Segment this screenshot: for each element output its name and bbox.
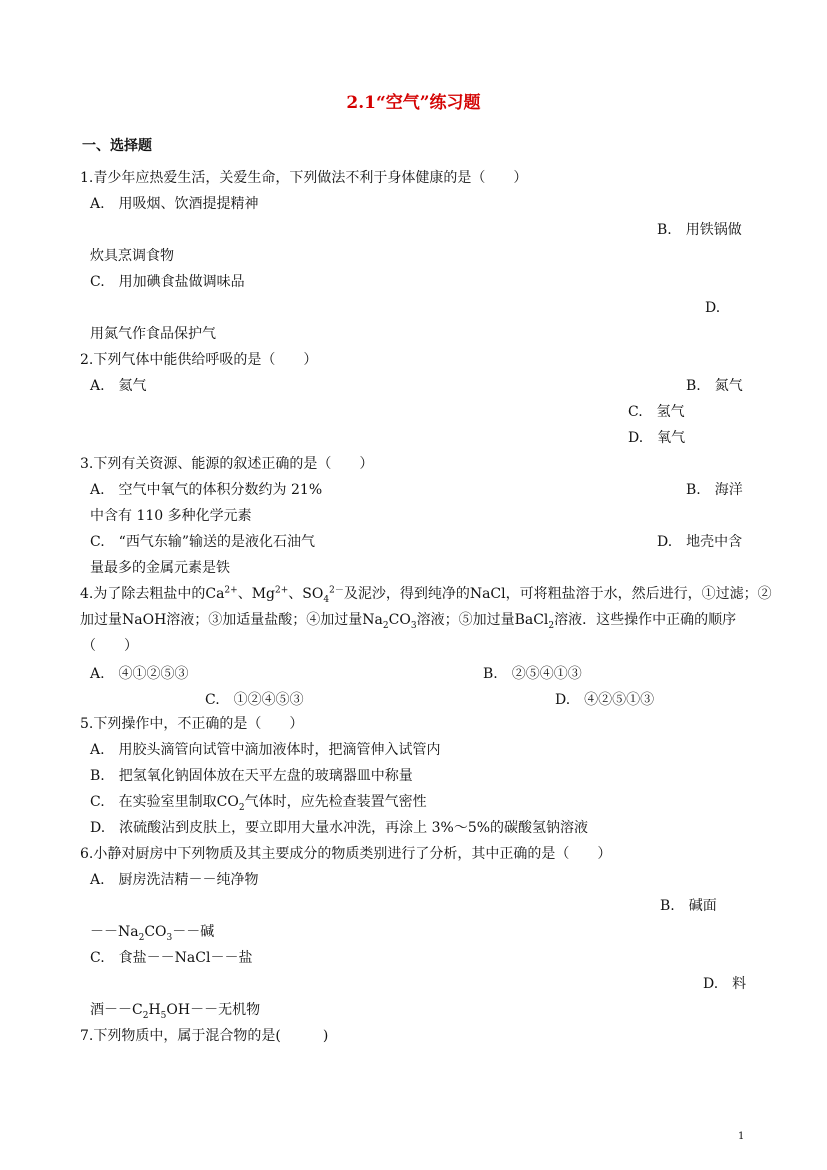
formula-subscript: 2 (238, 802, 245, 813)
q4-text: 及泥沙，得到纯净的 (343, 586, 470, 602)
question-4-stem-line-3: （ ） (82, 638, 138, 654)
ion-mg-charge: 2+ (275, 585, 289, 596)
formula-subscript: 2 (548, 620, 555, 631)
question-4-option-a: A. ④①②⑤③ (90, 666, 189, 682)
formula-co2: CO (216, 794, 239, 810)
question-3-option-d-cont: 量最多的金属元素是铁 (90, 560, 230, 576)
section-heading: 一、选择题 (82, 138, 152, 154)
question-6-option-a: A. 厨房洗洁精－－纯净物 (90, 872, 259, 888)
page-title: 2.1“空气”练习题 (346, 93, 481, 113)
question-2-option-a: A. 氦气 (90, 378, 147, 394)
page-number: 1 (738, 1131, 745, 1142)
question-1-option-d-cont: 用氮气作食品保护气 (90, 326, 216, 342)
question-6-option-d-cont (90, 1001, 260, 1019)
formula-subscript: 2 (382, 620, 389, 631)
formula-subscript: 2 (138, 932, 145, 943)
question-6-stem: 6.小静对厨房中下列物质及其主要成分的物质类别进行了分析，其中正确的是（ ） (80, 846, 612, 862)
question-6-option-b-cont (90, 923, 214, 941)
q6b-text: －－碱 (172, 924, 215, 940)
question-3-option-c: C. “西气东输”输送的是液化石油气 (90, 534, 315, 550)
q5c-text: C. 在实验室里制取 (90, 794, 217, 810)
question-5-option-b: B. 把氢氧化钠固体放在天平左盘的玻璃器皿中称量 (90, 768, 413, 784)
question-5-option-c (90, 793, 427, 811)
question-1-option-d: D. (705, 300, 721, 316)
ion-mg: Mg (251, 586, 275, 602)
question-6-option-d: D. 料 (703, 976, 747, 992)
question-7-stem: 7.下列物质中，属于混合物的是( ) (80, 1028, 329, 1044)
formula-subscript: 5 (160, 1010, 167, 1021)
question-1-stem: 1.青少年应热爱生活，关爱生命，下列做法不利于身体健康的是（ ） (80, 170, 528, 186)
question-1-option-a: A. 用吸烟、饮酒提提精神 (90, 196, 259, 212)
formula-subscript: 3 (166, 932, 173, 943)
question-4-option-c: C. ①②④⑤③ (205, 692, 304, 708)
question-4-option-b: B. ②⑤④①③ (483, 666, 582, 682)
formula-subscript: 2 (142, 1010, 149, 1021)
q6b-text: CO (144, 924, 167, 940)
question-4-option-d: D. ④②⑤①③ (555, 692, 655, 708)
q4-text: 溶液；⑤加过量 (416, 612, 515, 628)
formula-subscript: 3 (410, 620, 417, 631)
question-1-option-b-cont: 炊具烹调食物 (90, 248, 174, 264)
q4-sep: 、 (237, 586, 252, 602)
question-1-option-c: C. 用加碘食盐做调味品 (90, 274, 245, 290)
question-2-stem: 2.下列气体中能供给呼吸的是（ ） (80, 352, 318, 368)
question-4-stem-line-2 (80, 611, 736, 629)
q4-text: 溶液．这些操作中正确的顺序 (554, 612, 737, 628)
question-6-option-c: C. 食盐－－NaCl－－盐 (90, 950, 253, 966)
q4-text: ，可将粗盐溶于水，然后进行，①过滤；② (505, 586, 772, 602)
question-3-stem: 3.下列有关资源、能源的叙述正确的是（ ） (80, 456, 374, 472)
question-3-option-d: D. 地壳中含 (657, 534, 743, 550)
q4-sep: 、 (288, 586, 303, 602)
ion-ca-charge: 2+ (224, 585, 238, 596)
question-3-option-a: A. 空气中氧气的体积分数约为 21% (90, 482, 323, 498)
ion-so4-subscript: 4 (323, 594, 330, 605)
q4-text: 溶液；③加适量盐酸；④加过量 (166, 612, 363, 628)
question-2-option-b: B. 氮气 (686, 378, 743, 394)
formula-bacl2: BaCl (514, 612, 549, 628)
question-1-option-b: B. 用铁锅做 (657, 222, 742, 238)
question-5-stem: 5.下列操作中，不正确的是（ ） (80, 716, 304, 732)
q6d-text: 酒－－C (90, 1002, 143, 1018)
q6b-text: －－Na (90, 924, 139, 940)
q6d-text: H (148, 1002, 161, 1018)
q4-text: 4.为了除去粗盐中的 (80, 586, 206, 602)
question-2-option-d: D. 氧气 (628, 430, 686, 446)
question-5-option-d: D. 浓硫酸沾到皮肤上，要立即用大量水冲洗，再涂上 3%～5%的碳酸氢钠溶液 (90, 820, 589, 836)
ion-ca: Ca (205, 586, 225, 602)
formula-naoh: NaOH (122, 612, 167, 628)
question-2-option-c: C. 氢气 (628, 404, 685, 420)
question-6-option-b: B. 碱面 (660, 898, 717, 914)
question-3-option-b: B. 海洋 (686, 482, 743, 498)
question-5-option-a: A. 用胶头滴管向试管中滴加液体时，把滴管伸入试管内 (90, 742, 441, 758)
formula-na2co3-b: CO (388, 612, 411, 628)
q5c-text: 气体时，应先检查装置气密性 (244, 794, 427, 810)
question-4-stem-line-1 (80, 585, 772, 603)
ion-so4-charge: 2－ (329, 585, 344, 596)
q4-text: 加过量 (80, 612, 122, 628)
ion-so4: SO (302, 586, 324, 602)
formula-nacl: NaCl (469, 586, 506, 602)
q6d-text: OH－－无机物 (166, 1002, 261, 1018)
question-3-option-b-cont: 中含有 110 多种化学元素 (90, 508, 252, 524)
formula-na2co3: Na (362, 612, 383, 628)
